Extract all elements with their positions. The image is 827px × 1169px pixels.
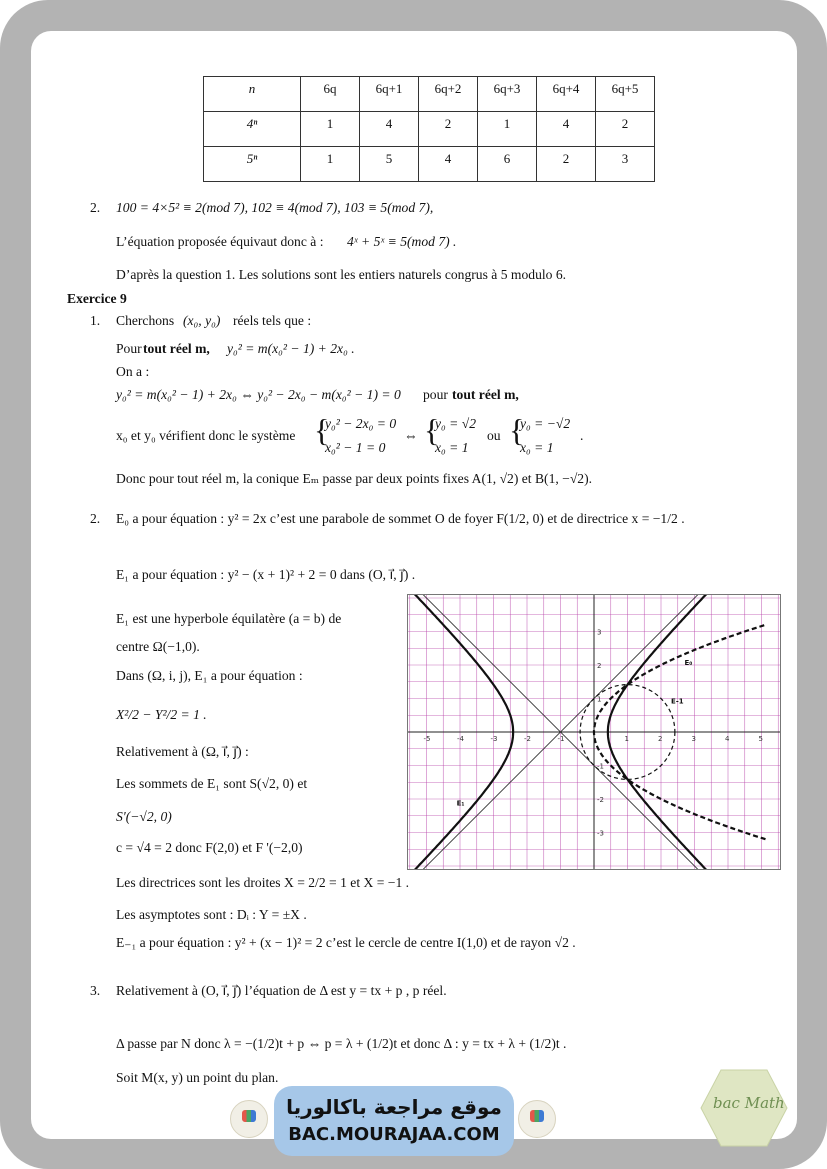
- powers-mod-table: [203, 76, 655, 182]
- table-header-row: [204, 77, 655, 112]
- system-brace: {: [314, 412, 330, 448]
- table-row-label: 5ⁿ: [204, 147, 301, 182]
- system-equiv: ⇔: [404, 428, 418, 443]
- p2-line4: centre Ω(−1,0).: [116, 639, 200, 654]
- conics-graph-svg: [408, 595, 780, 869]
- p1-number: 1.: [90, 313, 101, 328]
- banner-site-url[interactable]: BAC.MOURAJAA.COM: [288, 1124, 500, 1145]
- system1-eq2: x₀² − 1 = 0: [325, 440, 386, 455]
- table-col-header: 6q+2: [419, 77, 478, 112]
- table-cell: 1: [301, 147, 360, 182]
- p2-line11: Les directrices sont les droites X = 2/2 = 1 et X = −1 .: [116, 875, 410, 890]
- p1-line4-bold: tout réel m,: [452, 387, 519, 402]
- system-brace: {: [509, 412, 525, 448]
- logo-icon: [518, 1100, 556, 1138]
- table-row: [204, 112, 655, 147]
- x-tick-label: -1: [557, 735, 565, 743]
- logo-icon: [230, 1100, 268, 1138]
- x-tick-label: -2: [524, 735, 531, 743]
- table-cell: 2: [596, 112, 655, 147]
- label-e0: E₀: [684, 659, 693, 667]
- p1-line2-math: y₀² = m(x₀² − 1) + 2x₀ .: [227, 341, 355, 356]
- exercise-title: Exercice 9: [67, 291, 127, 306]
- table-cell: 3: [596, 147, 655, 182]
- x-tick-label: 4: [725, 735, 730, 743]
- p1-line2-bold: tout réel m,: [143, 341, 210, 356]
- y-tick-label: -1: [597, 762, 604, 771]
- stamp-text: bac Math: [713, 1094, 785, 1112]
- table-col-header: 6q+4: [537, 77, 596, 112]
- p3-line2: Δ passe par N donc λ = −(1/2)t + p ⇔ p = λ + (1/2)t et donc Δ : y = tx + λ + (1/2)t .: [116, 1036, 567, 1051]
- system1-eq1: y₀² − 2x₀ = 0: [325, 416, 397, 431]
- p2-line6: X²/2 − Y²/2 = 1 .: [116, 707, 207, 722]
- document-sheet: [31, 31, 797, 1139]
- banner-arabic-text: موقع مراجعة باكالوريا: [286, 1095, 502, 1119]
- q2-equiv-text: L’équation proposée équivaut donc à :: [116, 234, 324, 249]
- p1-line1-text: Cherchons: [116, 313, 175, 328]
- p2-line12: Les asymptotes sont : Dᵢ : Y = ±X .: [116, 907, 307, 922]
- table-cell: 4: [360, 112, 419, 147]
- p3-number: 3.: [90, 983, 101, 998]
- p1-system-lead: x₀ et y₀ vérifient donc le système: [116, 428, 296, 443]
- system2-eq1: y₀ = √2: [435, 416, 476, 431]
- q2-equiv-formula: 4ˣ + 5ˣ ≡ 5(mod 7) .: [347, 234, 457, 249]
- label-e1: E₁: [456, 799, 465, 808]
- x-tick-label: 3: [691, 735, 696, 743]
- p1-line4-math: y₀² = m(x₀² − 1) + 2x₀ ⇔ y₀² − 2x₀ − m(x₀² − 1) = 0: [116, 387, 401, 402]
- p2-number: 2.: [90, 511, 101, 526]
- table-col-header: 6q+1: [360, 77, 419, 112]
- table-cell: 5: [360, 147, 419, 182]
- y-tick-label: 3: [597, 628, 602, 637]
- table-row: [204, 147, 655, 182]
- y-tick-label: 2: [597, 662, 602, 670]
- p2-line9: S'(−√2, 0): [116, 809, 172, 824]
- p3-line3: Soit M(x, y) un point du plan.: [116, 1070, 279, 1085]
- table-cell: 4: [419, 147, 478, 182]
- site-banner[interactable]: [274, 1086, 514, 1156]
- table-cell: 1: [478, 112, 537, 147]
- system-brace: {: [424, 412, 440, 448]
- table-cell: 1: [301, 112, 360, 147]
- x-tick-label: -4: [457, 735, 464, 743]
- table-header-label: n: [204, 77, 301, 112]
- table-cell: 2: [537, 147, 596, 182]
- p2-line5: Dans (Ω, i, j), E₁ a pour équation :: [116, 668, 303, 683]
- label-e-minus-1: E-1: [671, 697, 684, 706]
- x-tick-label: 2: [658, 735, 663, 743]
- table-col-header: 6q+3: [478, 77, 537, 112]
- p3-line1: Relativement à (O, i⃗, j⃗) l’équation de Δ est y = tx + p , p réel.: [116, 983, 447, 998]
- p2-line10: c = √4 = 2 donc F(2,0) et F '(−2,0): [116, 840, 303, 855]
- system2-eq2: x₀ = 1: [435, 440, 469, 455]
- system3-eq2: x₀ = 1: [520, 440, 554, 455]
- p1-line4-text: pour: [423, 387, 448, 402]
- table-cell: 2: [419, 112, 478, 147]
- table-col-header: 6q: [301, 77, 360, 112]
- x-tick-label: 5: [758, 735, 763, 743]
- p1-line3: On a :: [116, 364, 150, 379]
- p1-line2-prefix: Pour: [116, 341, 142, 356]
- system-end: .: [580, 428, 584, 443]
- q2-number: 2.: [90, 200, 101, 215]
- p1-line1-math: (x₀, y₀): [183, 313, 221, 328]
- p2-line8: Les sommets de E₁ sont S(√2, 0) et: [116, 776, 308, 791]
- q2-formula: 100 = 4×5² ≡ 2(mod 7), 102 ≡ 4(mod 7), 103 ≡ 5(mod 7),: [116, 200, 434, 215]
- system3-eq1: y₀ = −√2: [520, 416, 571, 431]
- p1-line6: Donc pour tout réel m, la conique Eₘ passe par deux points fixes A(1, √2) et B(1, −√2).: [116, 471, 593, 486]
- y-tick-label: 1: [597, 695, 602, 704]
- system-or: ou: [487, 428, 501, 443]
- x-tick-label: -3: [490, 735, 498, 743]
- q2-conclusion: D’après la question 1. Les solutions sont les entiers naturels congrus à 5 modulo 6.: [116, 267, 567, 282]
- conics-graph: [407, 594, 781, 870]
- y-tick-label: -3: [597, 829, 604, 838]
- p2-line3: E₁ est une hyperbole équilatère (a = b) de: [116, 611, 342, 626]
- p2-line7: Relativement à (Ω, i⃗, j⃗) :: [116, 744, 249, 759]
- p2-line13: E₋₁ a pour équation : y² + (x − 1)² = 2 c’est le cercle de centre I(1,0) et de rayon √2 .: [116, 935, 576, 950]
- x-tick-label: 1: [624, 735, 629, 743]
- x-tick-label: -5: [423, 735, 431, 743]
- p2-line1: E₀ a pour équation : y² = 2x c’est une parabole de sommet O de foyer F(1/2, 0) et de directrice x = −1/2 .: [116, 511, 685, 526]
- table-cell: 6: [478, 147, 537, 182]
- table-cell: 4: [537, 112, 596, 147]
- p2-line2: E₁ a pour équation : y² − (x + 1)² + 2 = 0 dans (O, i⃗, j⃗) .: [116, 567, 416, 582]
- y-tick-label: -2: [597, 796, 604, 804]
- table-col-header: 6q+5: [596, 77, 655, 112]
- table-row-label: 4ⁿ: [204, 112, 301, 147]
- p1-line1-rest: réels tels que :: [233, 313, 312, 328]
